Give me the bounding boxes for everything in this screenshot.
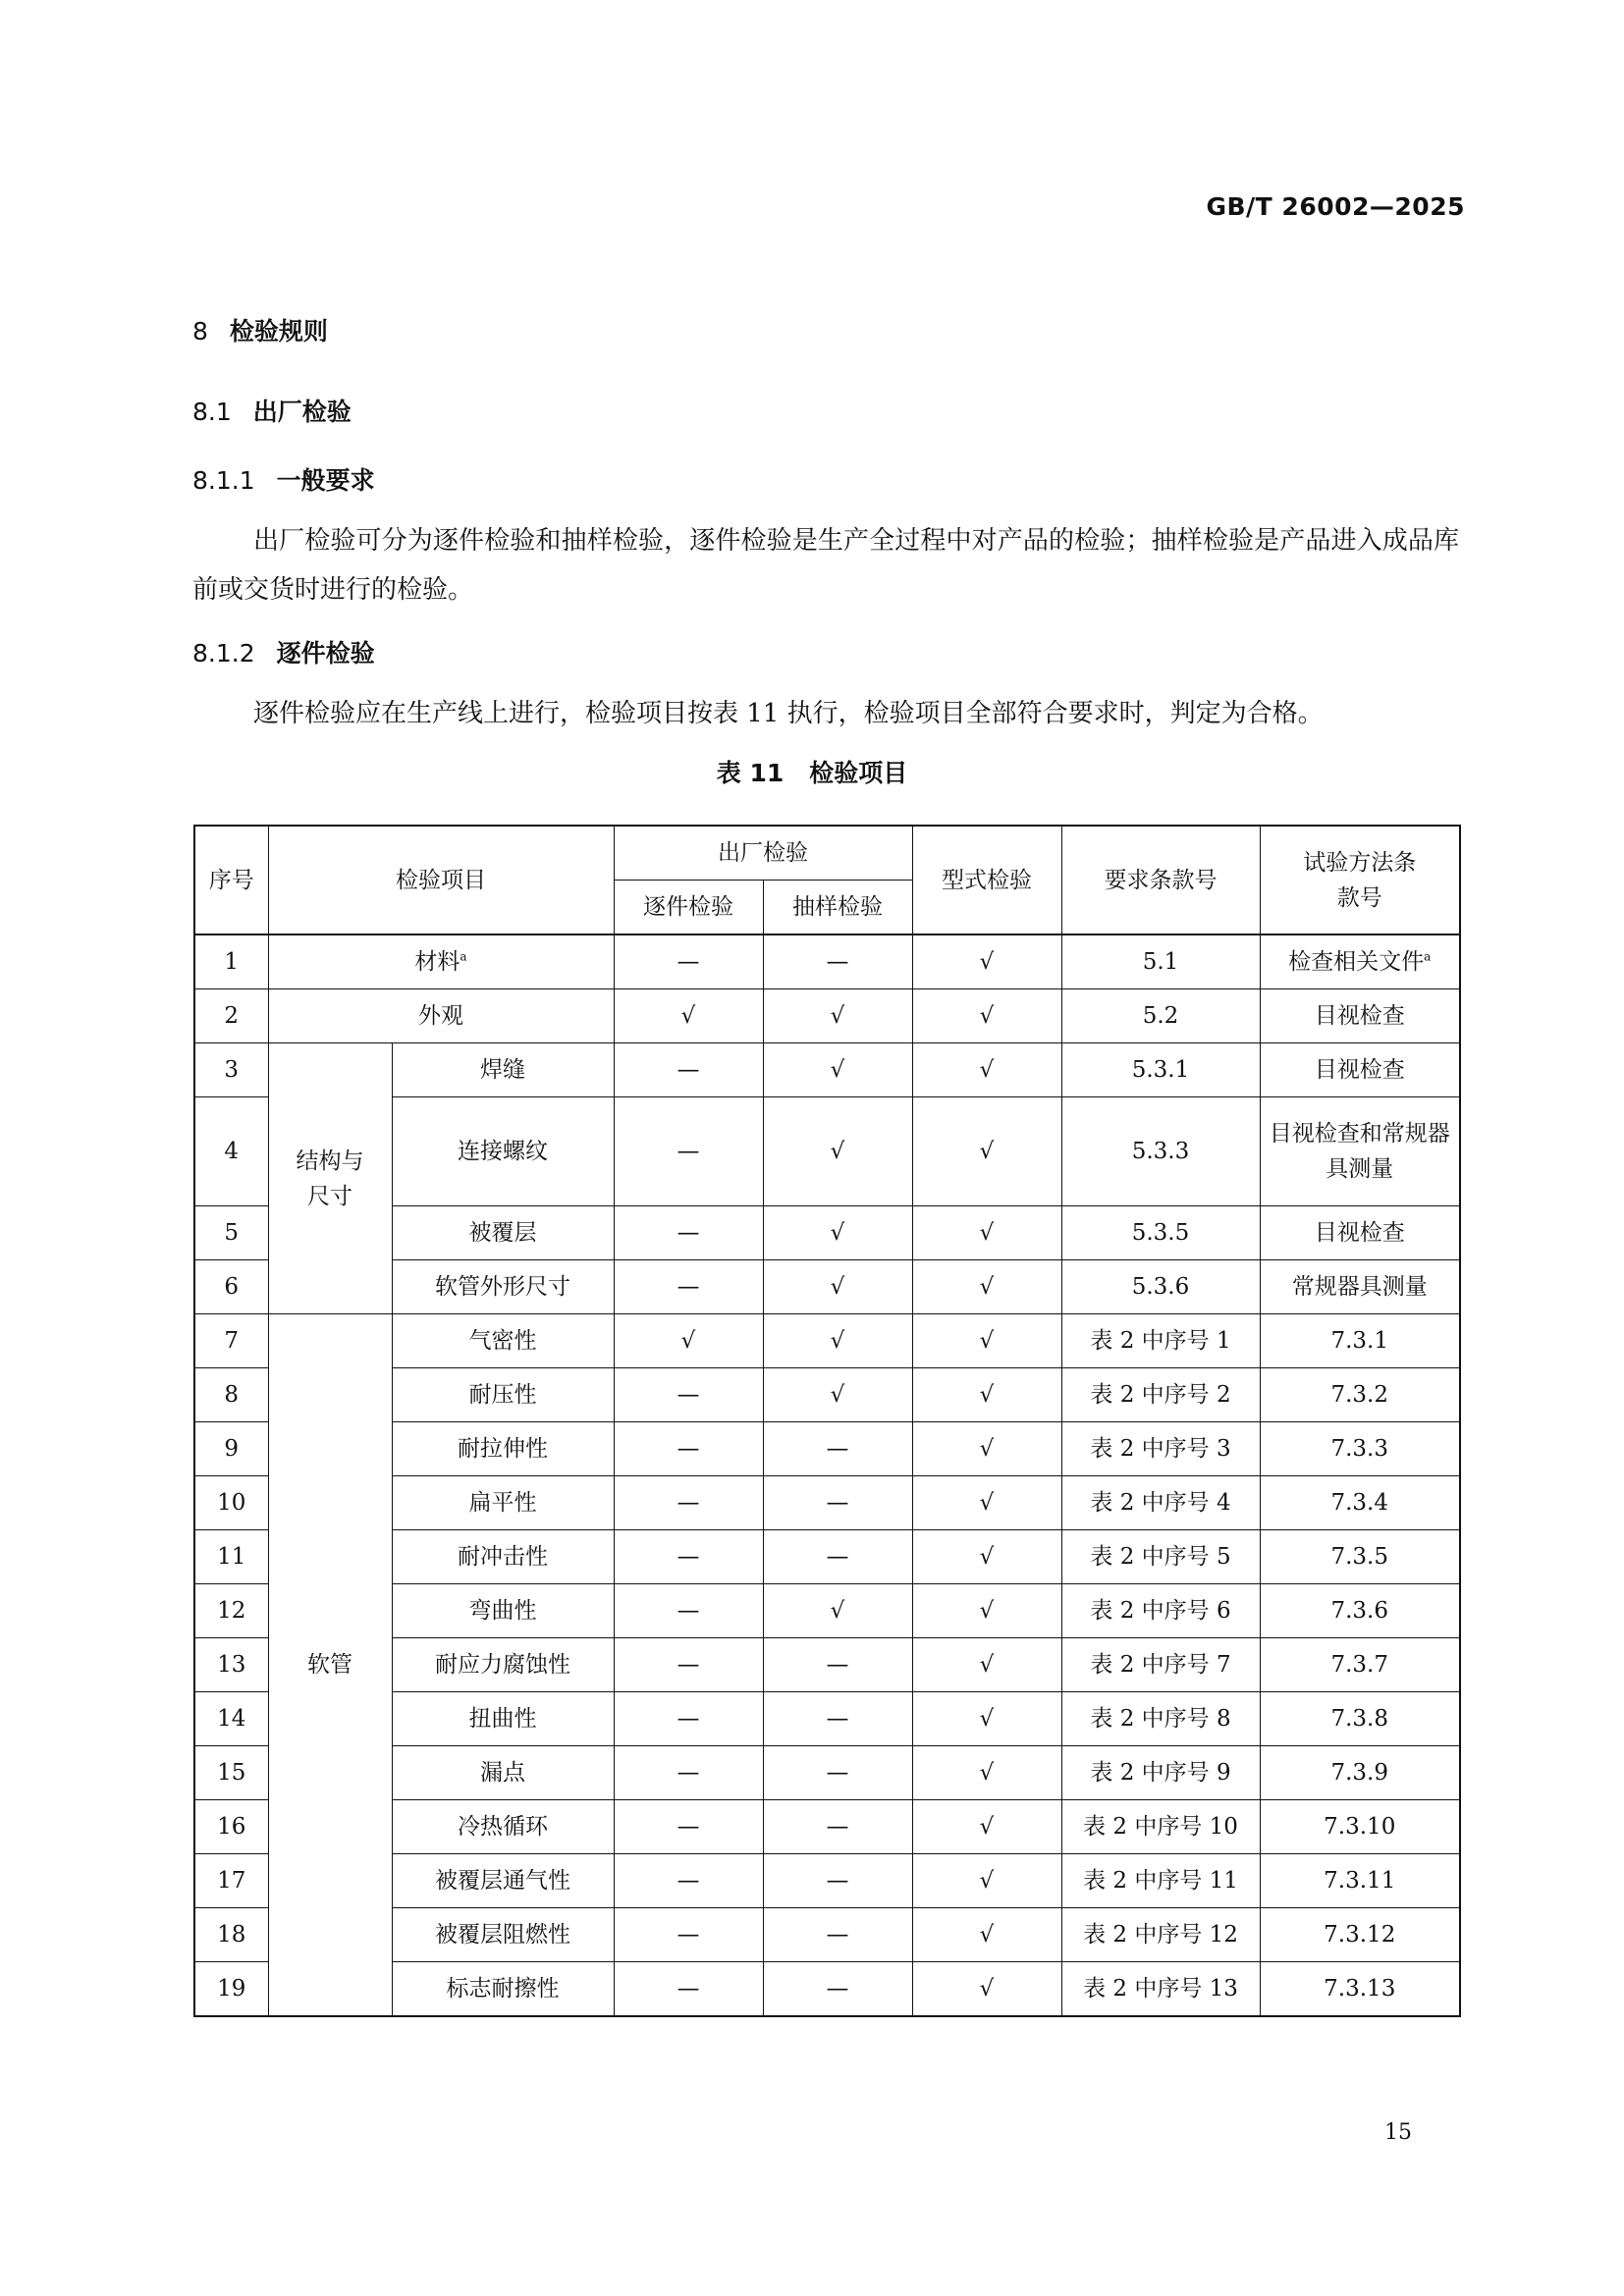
cell-piece: — xyxy=(614,1854,763,1908)
section-number: 8 xyxy=(192,317,208,346)
cell-method: 7.3.2 xyxy=(1260,1368,1460,1422)
footnote-mark: a xyxy=(1424,949,1432,964)
cell-type: √ xyxy=(912,1476,1061,1530)
cell-item-text: 材料 xyxy=(414,949,460,975)
cell-item: 被覆层通气性 xyxy=(392,1854,614,1908)
cell-item: 扁平性 xyxy=(392,1476,614,1530)
header-piece-inspection: 逐件检验 xyxy=(614,881,763,935)
cell-group-hose: 软管 xyxy=(268,1314,392,2017)
cell-seq: 15 xyxy=(194,1746,268,1800)
inspection-items-table xyxy=(193,825,1461,2017)
cell-clause: 5.3.5 xyxy=(1061,1206,1260,1260)
cell-piece: √ xyxy=(614,989,763,1043)
cell-method-text: 检查相关文件 xyxy=(1288,949,1425,975)
cell-piece: — xyxy=(614,1800,763,1854)
cell-sample: — xyxy=(763,1962,912,2017)
subsection-heading-8-1-2 xyxy=(192,634,375,669)
cell-type: √ xyxy=(912,1314,1061,1368)
cell-piece: — xyxy=(614,1206,763,1260)
header-type-inspection: 型式检验 xyxy=(912,826,1061,934)
cell-sample: — xyxy=(763,1800,912,1854)
cell-method: 7.3.3 xyxy=(1260,1422,1460,1476)
cell-item: 被覆层阻燃性 xyxy=(392,1908,614,1962)
cell-piece: — xyxy=(614,1584,763,1638)
section-heading xyxy=(192,312,328,347)
cell-seq: 12 xyxy=(194,1584,268,1638)
cell-piece: — xyxy=(614,1043,763,1097)
cell-clause: 表 2 中序号 10 xyxy=(1061,1800,1260,1854)
cell-item: 漏点 xyxy=(392,1746,614,1800)
cell-seq: 19 xyxy=(194,1962,268,2017)
cell-seq: 13 xyxy=(194,1638,268,1692)
cell-type: √ xyxy=(912,1530,1061,1584)
cell-seq: 11 xyxy=(194,1530,268,1584)
table-row xyxy=(194,1043,1460,1097)
cell-item: 耐压性 xyxy=(392,1368,614,1422)
cell-item: 焊缝 xyxy=(392,1043,614,1097)
subsection-title: 逐件检验 xyxy=(276,639,375,667)
subsection-number: 8.1.1 xyxy=(192,466,255,495)
page-number: 15 xyxy=(1384,2120,1412,2145)
cell-item: 耐冲击性 xyxy=(392,1530,614,1584)
cell-type: √ xyxy=(912,1422,1061,1476)
cell-item: 被覆层 xyxy=(392,1206,614,1260)
cell-type: √ xyxy=(912,1800,1061,1854)
cell-piece: — xyxy=(614,1530,763,1584)
cell-sample: — xyxy=(763,1530,912,1584)
cell-piece: — xyxy=(614,1476,763,1530)
cell-item: 冷热循环 xyxy=(392,1800,614,1854)
header-factory-inspection: 出厂检验 xyxy=(614,826,912,881)
cell-method: 7.3.9 xyxy=(1260,1746,1460,1800)
cell-method: 目视检查 xyxy=(1260,1043,1460,1097)
cell-item: 弯曲性 xyxy=(392,1584,614,1638)
cell-method: 7.3.13 xyxy=(1260,1962,1460,2017)
cell-group-structure: 结构与尺寸 xyxy=(268,1043,392,1314)
cell-item: 扭曲性 xyxy=(392,1692,614,1746)
paragraph-general-requirements: 出厂检验可分为逐件检验和抽样检验，逐件检验是生产全过程中对产品的检验；抽样检验是产品进入成品库前或交货时进行的检验。 xyxy=(192,526,1459,605)
cell-sample: √ xyxy=(763,989,912,1043)
table-caption-number: 表 11 xyxy=(716,759,785,787)
cell-type: √ xyxy=(912,1206,1061,1260)
cell-piece: — xyxy=(614,1746,763,1800)
cell-seq: 7 xyxy=(194,1314,268,1368)
cell-type: √ xyxy=(912,1584,1061,1638)
cell-sample: √ xyxy=(763,1584,912,1638)
cell-type: √ xyxy=(912,934,1061,989)
cell-type: √ xyxy=(912,1746,1061,1800)
table-row xyxy=(194,989,1460,1043)
cell-clause: 5.1 xyxy=(1061,934,1260,989)
cell-item: 耐应力腐蚀性 xyxy=(392,1638,614,1692)
cell-type: √ xyxy=(912,1692,1061,1746)
table-caption xyxy=(0,754,1624,789)
cell-method: 7.3.6 xyxy=(1260,1584,1460,1638)
cell-type: √ xyxy=(912,1043,1061,1097)
cell-method: 7.3.10 xyxy=(1260,1800,1460,1854)
cell-clause: 5.2 xyxy=(1061,989,1260,1043)
cell-clause: 表 2 中序号 5 xyxy=(1061,1530,1260,1584)
cell-method xyxy=(1260,934,1460,989)
cell-method: 7.3.12 xyxy=(1260,1908,1460,1962)
cell-clause: 表 2 中序号 11 xyxy=(1061,1854,1260,1908)
paragraph-piece-inspection: 逐件检验应在生产线上进行，检验项目按表 11 执行，检验项目全部符合要求时，判定为合格。 xyxy=(253,699,1324,728)
cell-clause: 表 2 中序号 13 xyxy=(1061,1962,1260,2017)
cell-seq: 10 xyxy=(194,1476,268,1530)
cell-seq: 17 xyxy=(194,1854,268,1908)
cell-sample: — xyxy=(763,1476,912,1530)
section-title: 检验规则 xyxy=(229,317,328,346)
cell-type: √ xyxy=(912,1260,1061,1314)
cell-type: √ xyxy=(912,989,1061,1043)
cell-sample: — xyxy=(763,1692,912,1746)
cell-piece: — xyxy=(614,1962,763,2017)
cell-seq: 4 xyxy=(194,1097,268,1206)
cell-clause: 表 2 中序号 1 xyxy=(1061,1314,1260,1368)
cell-clause: 表 2 中序号 2 xyxy=(1061,1368,1260,1422)
cell-type: √ xyxy=(912,1638,1061,1692)
cell-sample: — xyxy=(763,1854,912,1908)
cell-item xyxy=(268,934,614,989)
cell-method: 7.3.1 xyxy=(1260,1314,1460,1368)
cell-sample: — xyxy=(763,1908,912,1962)
document-code: GB/T 26002—2025 xyxy=(1206,192,1465,221)
cell-method: 7.3.4 xyxy=(1260,1476,1460,1530)
cell-sample: — xyxy=(763,1746,912,1800)
cell-type: √ xyxy=(912,1962,1061,2017)
cell-type: √ xyxy=(912,1908,1061,1962)
header-item: 检验项目 xyxy=(268,826,614,934)
cell-sample: √ xyxy=(763,1368,912,1422)
cell-method: 7.3.11 xyxy=(1260,1854,1460,1908)
cell-piece: — xyxy=(614,1097,763,1206)
subsection-title: 出厂检验 xyxy=(252,398,352,426)
cell-sample: — xyxy=(763,1422,912,1476)
cell-seq: 18 xyxy=(194,1908,268,1962)
cell-item: 气密性 xyxy=(392,1314,614,1368)
cell-seq: 3 xyxy=(194,1043,268,1097)
cell-sample: — xyxy=(763,1638,912,1692)
subsection-heading-8-1 xyxy=(192,393,352,428)
cell-clause: 表 2 中序号 4 xyxy=(1061,1476,1260,1530)
cell-clause: 表 2 中序号 7 xyxy=(1061,1638,1260,1692)
cell-piece: — xyxy=(614,1692,763,1746)
cell-seq: 8 xyxy=(194,1368,268,1422)
cell-method: 目视检查 xyxy=(1260,989,1460,1043)
cell-seq: 6 xyxy=(194,1260,268,1314)
cell-clause: 5.3.6 xyxy=(1061,1260,1260,1314)
subsection-number: 8.1.2 xyxy=(192,639,255,667)
cell-sample: √ xyxy=(763,1097,912,1206)
cell-sample: — xyxy=(763,934,912,989)
cell-piece: √ xyxy=(614,1314,763,1368)
cell-seq: 14 xyxy=(194,1692,268,1746)
cell-clause: 表 2 中序号 9 xyxy=(1061,1746,1260,1800)
cell-sample: √ xyxy=(763,1314,912,1368)
cell-item: 标志耐擦性 xyxy=(392,1962,614,2017)
cell-piece: — xyxy=(614,1638,763,1692)
cell-piece: — xyxy=(614,1260,763,1314)
cell-piece: — xyxy=(614,1908,763,1962)
cell-item: 软管外形尺寸 xyxy=(392,1260,614,1314)
cell-item: 连接螺纹 xyxy=(392,1097,614,1206)
cell-piece: — xyxy=(614,1422,763,1476)
cell-method: 7.3.5 xyxy=(1260,1530,1460,1584)
cell-item: 外观 xyxy=(268,989,614,1043)
cell-sample: √ xyxy=(763,1260,912,1314)
cell-method: 7.3.7 xyxy=(1260,1638,1460,1692)
header-test-method: 试验方法条款号 xyxy=(1260,826,1460,934)
cell-clause: 表 2 中序号 3 xyxy=(1061,1422,1260,1476)
cell-seq: 5 xyxy=(194,1206,268,1260)
table-row xyxy=(194,1314,1460,1368)
cell-type: √ xyxy=(912,1097,1061,1206)
footnote-mark: a xyxy=(460,949,467,964)
subsection-title: 一般要求 xyxy=(276,466,375,495)
cell-method: 7.3.8 xyxy=(1260,1692,1460,1746)
cell-method: 常规器具测量 xyxy=(1260,1260,1460,1314)
cell-type: √ xyxy=(912,1368,1061,1422)
cell-seq: 1 xyxy=(194,934,268,989)
cell-piece: — xyxy=(614,934,763,989)
cell-sample: √ xyxy=(763,1206,912,1260)
cell-clause: 表 2 中序号 12 xyxy=(1061,1908,1260,1962)
table-row xyxy=(194,934,1460,989)
cell-clause: 表 2 中序号 6 xyxy=(1061,1584,1260,1638)
cell-clause: 5.3.3 xyxy=(1061,1097,1260,1206)
cell-seq: 16 xyxy=(194,1800,268,1854)
subsection-number: 8.1 xyxy=(192,398,232,426)
subsection-heading-8-1-1 xyxy=(192,461,375,497)
cell-sample: √ xyxy=(763,1043,912,1097)
cell-method: 目视检查和常规器具测量 xyxy=(1260,1097,1460,1206)
cell-method: 目视检查 xyxy=(1260,1206,1460,1260)
cell-type: √ xyxy=(912,1854,1061,1908)
cell-piece: — xyxy=(614,1368,763,1422)
header-clause: 要求条款号 xyxy=(1061,826,1260,934)
cell-item: 耐拉伸性 xyxy=(392,1422,614,1476)
header-seq: 序号 xyxy=(194,826,268,934)
header-sample-inspection: 抽样检验 xyxy=(763,881,912,935)
cell-clause: 表 2 中序号 8 xyxy=(1061,1692,1260,1746)
cell-clause: 5.3.1 xyxy=(1061,1043,1260,1097)
cell-seq: 2 xyxy=(194,989,268,1043)
cell-seq: 9 xyxy=(194,1422,268,1476)
table-caption-title: 检验项目 xyxy=(809,759,908,787)
